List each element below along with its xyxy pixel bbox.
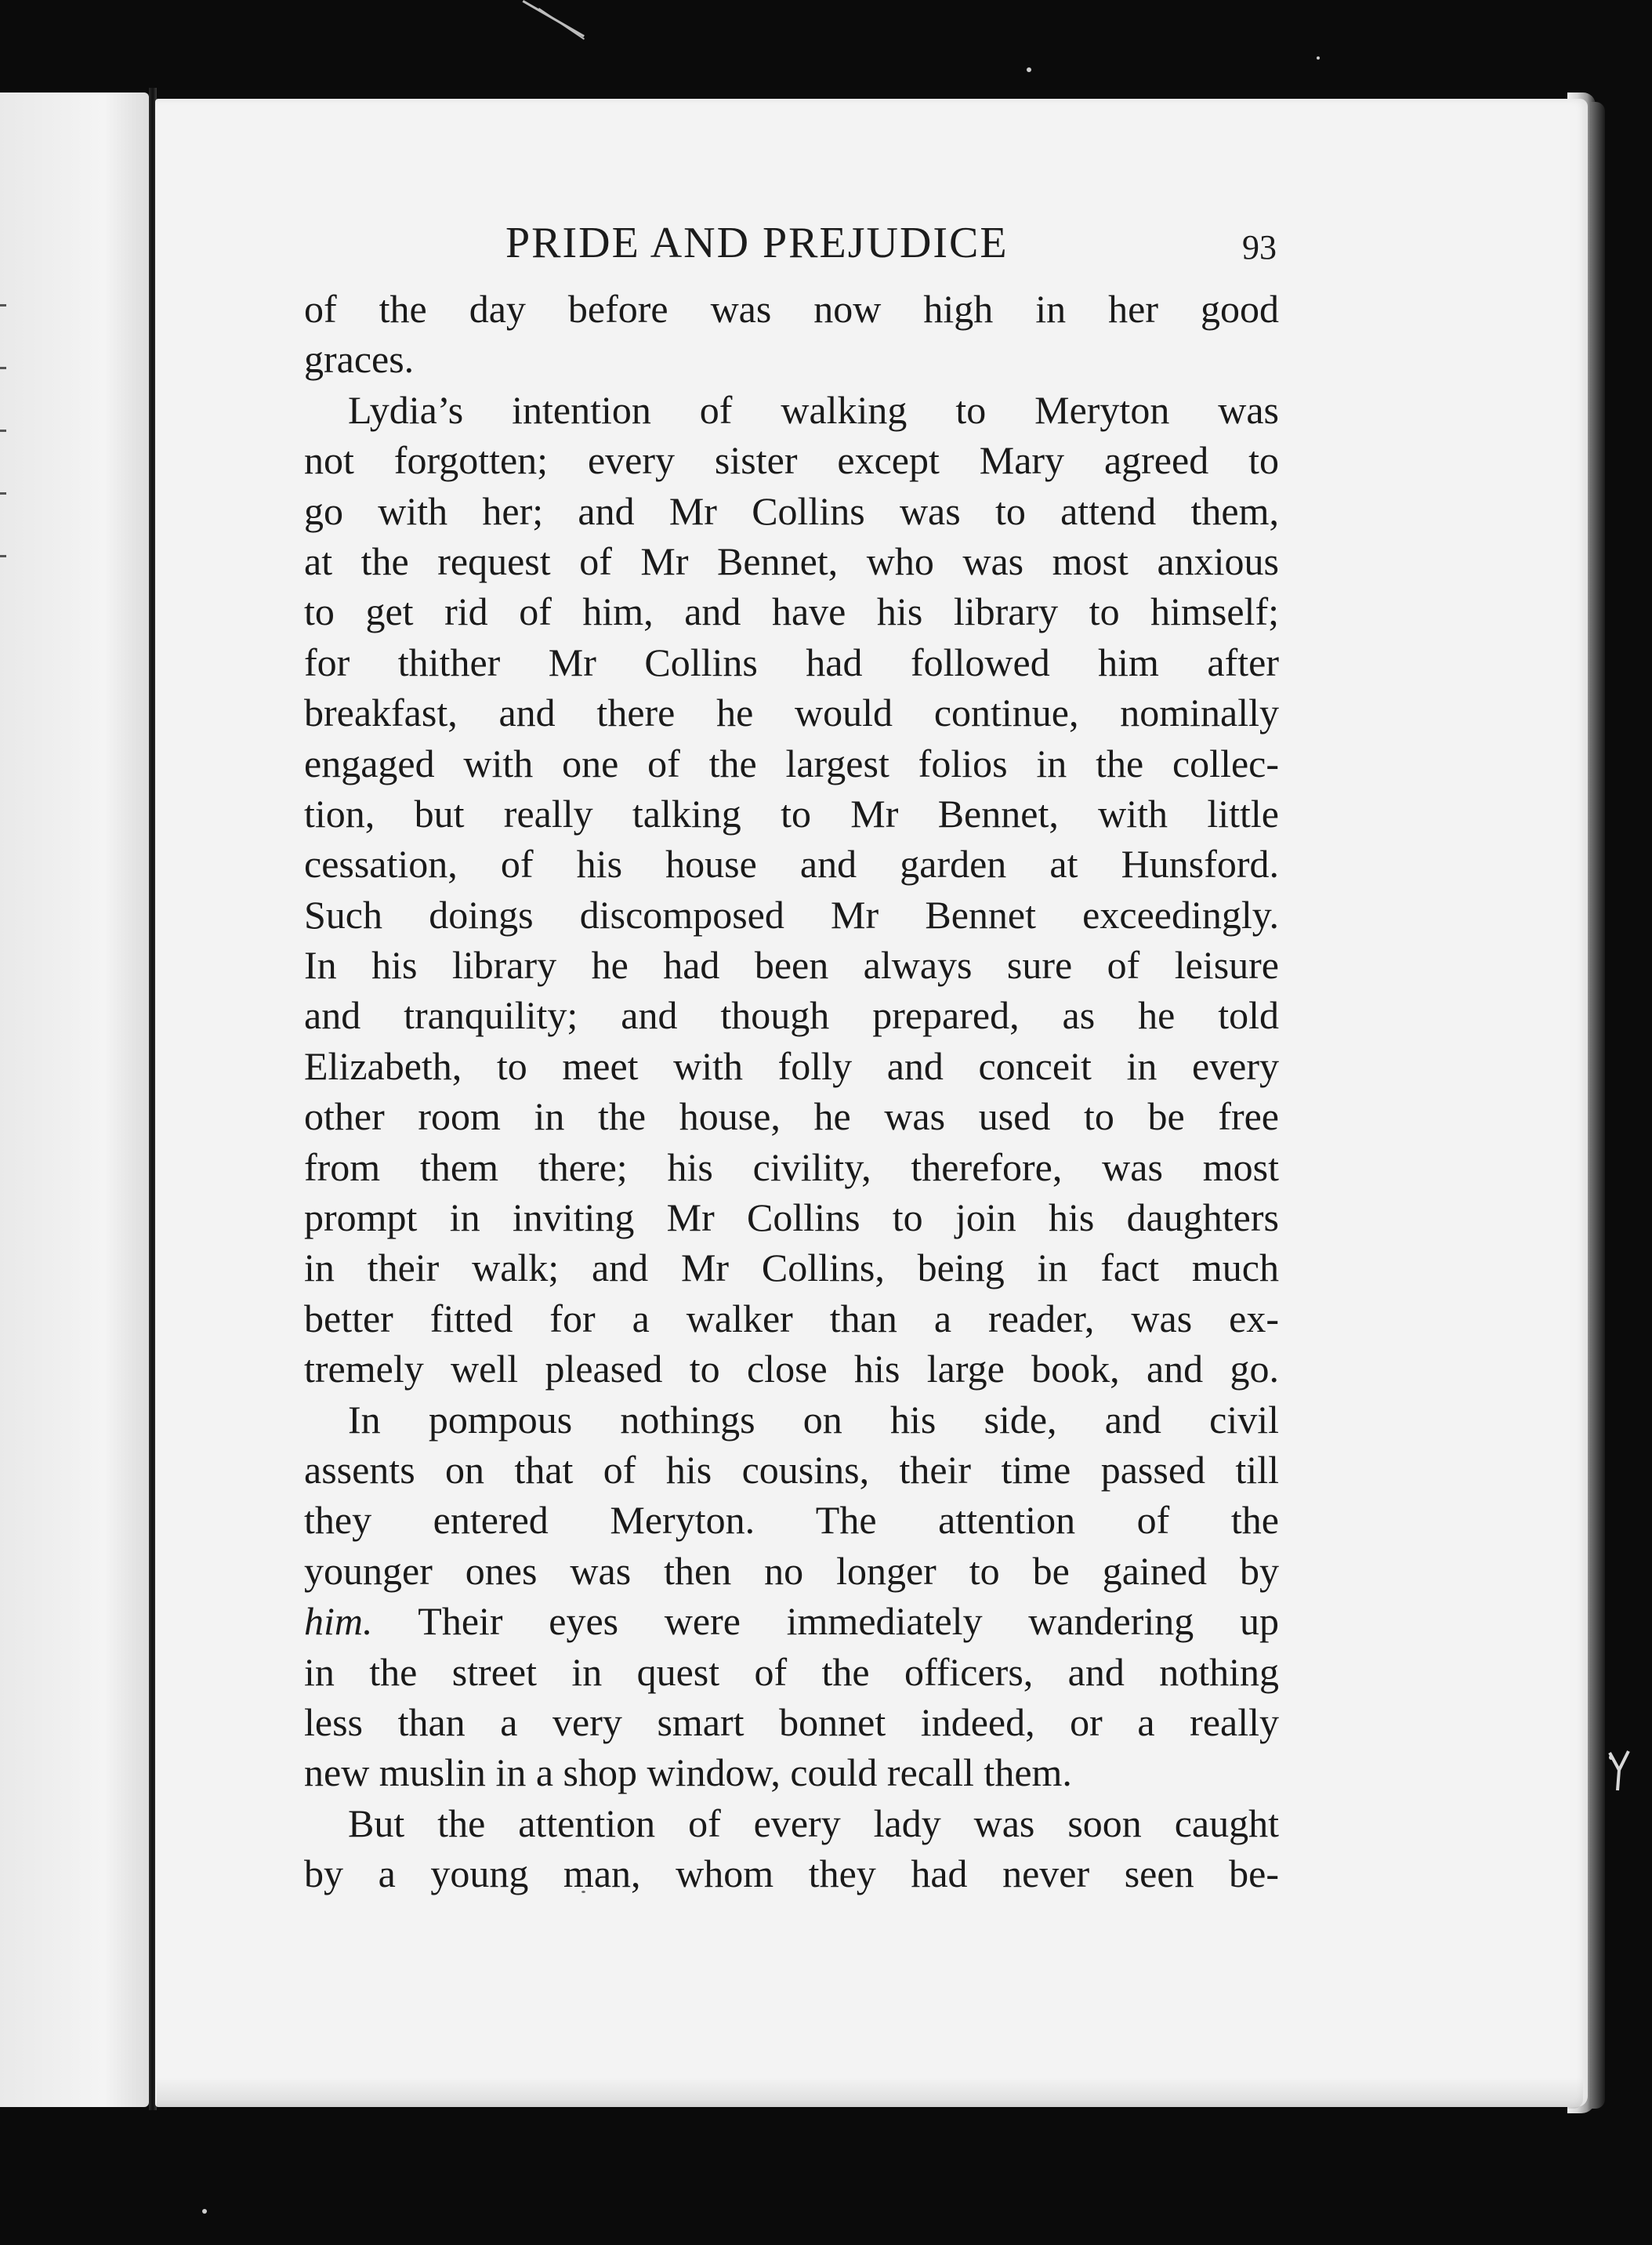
page-edge-mark <box>0 555 6 557</box>
text-line: at the request of Mr Bennet, who was most anxious <box>304 539 1279 583</box>
text-line: assents on that of his cousins, their time passed till <box>304 1447 1279 1492</box>
scan-speck <box>202 2209 207 2214</box>
page-edge-shadow <box>1591 102 1605 2109</box>
page-edge-mark <box>0 492 6 495</box>
text-line: from them there; his civility, therefore, was most <box>304 1144 1279 1189</box>
text-line: of the day before was now high in her good <box>304 287 1279 331</box>
text-line: better fitted for a walker than a reader, was ex- <box>304 1296 1279 1340</box>
text-line: go with her; and Mr Collins was to attend them, <box>304 488 1279 533</box>
text-line: In his library he had been always sure of leisure <box>304 943 1279 988</box>
scan-speck <box>1027 67 1031 72</box>
text-line: tion, but really talking to Mr Bennet, with little <box>304 791 1279 836</box>
page-edge-mark <box>0 430 6 432</box>
text-line: Lydia’s intention of walking to Meryton was <box>348 387 1279 432</box>
italic-word: him. <box>304 1599 373 1644</box>
text-line: for thither Mr Collins had followed him after <box>304 640 1279 684</box>
text-line: cessation, of his house and garden at Hunsford. <box>304 842 1279 887</box>
page-edge-mark <box>0 367 6 369</box>
running-title: PRIDE AND PREJUDICE <box>505 219 1009 267</box>
text-line: breakfast, and there he would continue, nominally <box>304 691 1279 735</box>
page-header <box>505 218 1289 273</box>
text-line-with-italic <box>304 1596 1279 1646</box>
text-line: other room in the house, he was used to be free <box>304 1094 1279 1139</box>
text-line: by a young man, whom they had never seen be- <box>304 1851 1279 1896</box>
text-line: graces. <box>304 337 415 382</box>
text-line: and tranquility; and though prepared, as he told <box>304 993 1279 1038</box>
text-line: younger ones was then no longer to be gained by <box>304 1548 1279 1593</box>
margin-mark <box>1605 1746 1639 1793</box>
body-text <box>304 284 1279 1899</box>
text-line: in the street in quest of the officers, and nothing <box>304 1649 1279 1694</box>
text-line: tremely well pleased to close his large book, and go. <box>304 1347 1279 1391</box>
previous-page-edge <box>0 92 149 2107</box>
text-line: Elizabeth, to meet with folly and conceit in every <box>304 1043 1279 1088</box>
text-line: to get rid of him, and have his library to himself; <box>304 589 1279 634</box>
text-line: But the attention of every lady was soon caught <box>348 1801 1279 1845</box>
text-line: less than a very smart bonnet indeed, or a really <box>304 1699 1279 1744</box>
scan-speck <box>1317 56 1320 60</box>
text-line: new muslin in a shop window, could recall them. <box>304 1750 1072 1795</box>
text-line: Such doings discomposed Mr Bennet exceedingly. <box>304 892 1279 937</box>
page-bottom-shadow <box>157 2077 1583 2109</box>
text-line: prompt in inviting Mr Collins to join his daughters <box>304 1195 1279 1240</box>
text-line: in their walk; and Mr Collins, being in fact much <box>304 1246 1279 1290</box>
page-number: 93 <box>1242 228 1277 267</box>
text-line-rest: Their eyes were immediately wandering up <box>418 1599 1279 1644</box>
scan-scratch <box>538 8 585 40</box>
text-line: they entered Meryton. The attention of the <box>304 1498 1279 1543</box>
text-line: engaged with one of the largest folios in the collec- <box>304 741 1279 785</box>
text-line: not forgotten; every sister except Mary agreed to <box>304 438 1279 483</box>
text-line: In pompous nothings on his side, and civil <box>348 1397 1279 1442</box>
page-edge-mark <box>0 304 6 306</box>
